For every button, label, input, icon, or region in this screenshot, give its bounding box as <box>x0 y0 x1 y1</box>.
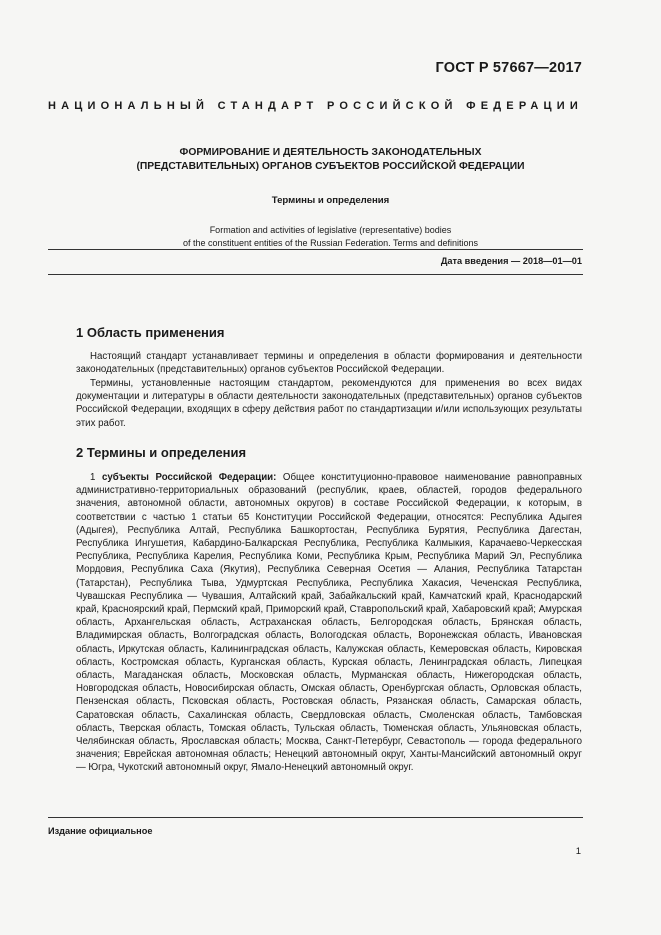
standard-number: ГОСТ Р 57667—2017 <box>435 60 582 76</box>
term-definition: Общее конституционно-правовое наименование равноправных административно-территориальных образований (республик, краев, областей, городов федерального значения, автономной области, автономных округов) в составе Российской Федерации, к которым, в соответствии с частью 1 статьи 65 Конституции Российской Федерации, относятся: Республика Адыгея (Адыгея), Республика Алтай, Республика Башкортостан, Республика Бурятия, Республика Дагестан, Республика Ингушетия, Кабардино-Балкарская Республика, Республика Калмыкия, Карачаево-Черкесская Республика, Республика Карелия, Республика Коми, Республика Крым, Республика Марий Эл, Республика Мордовия, Республика Саха (Якутия), Республика Северная Осетия — Алания, Республика Татарстан (Татарстан), Республика Тыва, Удмуртская Республика, Республика Хакасия, Чеченская Республика, Чувашская Республика — Чувашия, Алтайский край, Забайкальский край, Камчатский край, Краснодарский край, Красноярский край, Пермский край, Приморский край, Ставропольский край, Хабаровский край; Амурская область, Архангельская область, Астраханская область, Белгородская область, Брянская область, Владимирская область, Волгоградская область, Вологодская область, Воронежская область, Ивановская область, Иркутская область, Калининградская область, Калужская область, Кемеровская область, Кировская область, Костромская область, Курганская область, Курская область, Ленинградская область, Липецкая область, Магаданская область, Московская область, Мурманская область, Нижегородская область, Новгородская область, Новосибирская область, Омская область, Оренбургская область, Орловская область, Пензенская область, Псковская область, Ростовская область, Рязанская область, Самарская область, Саратовская область, Сахалинская область, Свердловская область, Смоленская область, Тамбовская область, Тверская область, Томская область, Тульская область, Тюменская область, Ульяновская область, Челябинская область, Ярославская область; Москва, Санкт-Петербург, Севастополь — города федерального значения; Еврейская автономная область; Ненецкий автономный округ, Ханты-Мансийский автономный округ — Югра, Чукотский автономный округ, Ямало-Ненецкий автономный округ. <box>76 472 582 774</box>
section-1-heading: 1 Область применения <box>76 325 225 340</box>
standard-banner: НАЦИОНАЛЬНЫЙ СТАНДАРТ РОССИЙСКОЙ ФЕДЕРАЦИИ <box>48 100 583 112</box>
section-1-paragraph-2 <box>76 377 582 430</box>
title-ru <box>80 146 581 174</box>
title-en <box>80 224 581 250</box>
term-number: 1 <box>90 472 96 483</box>
date-divider <box>48 274 583 275</box>
term-definition-entry <box>76 471 582 775</box>
footer-divider <box>48 817 583 818</box>
page-number: 1 <box>575 846 581 857</box>
subtitle-ru: Термины и определения <box>271 195 390 206</box>
section-1-paragraph-1-text: Настоящий стандарт устанавливает термины и определения в области формирования и деятельности законодательных (представительных) органов субъектов Российской Федерации. <box>76 351 582 376</box>
section-1-paragraph-2-text: Термины, установленные настоящим стандартом, рекомендуются для применения во всех видах документации и литературы в области деятельности законодательных (представительных) органов субъектов Российской Федерации, входящих в сферу действия работ по стандартизации и/или использующих результаты этих работ. <box>76 378 582 429</box>
title-en-line1: Formation and activities of legislative (representative) bodies <box>209 225 452 235</box>
edition-label: Издание официальное <box>48 826 153 836</box>
title-divider <box>48 249 583 250</box>
title-ru-line1: ФОРМИРОВАНИЕ И ДЕЯТЕЛЬНОСТЬ ЗАКОНОДАТЕЛЬНЫХ <box>179 147 482 158</box>
term-name: субъекты Российской Федерации: <box>101 472 277 483</box>
section-1-paragraph-1 <box>76 350 582 376</box>
introduction-date: Дата введения — 2018—01—01 <box>440 256 582 266</box>
title-en-line2: of the constituent entities of the Russian Federation. Terms and definitions <box>182 238 478 248</box>
title-block <box>80 146 581 250</box>
title-ru-line2: (ПРЕДСТАВИТЕЛЬНЫХ) ОРГАНОВ СУБЪЕКТОВ РОССИЙСКОЙ ФЕДЕРАЦИИ <box>136 161 525 172</box>
section-2-heading: 2 Термины и определения <box>76 445 247 460</box>
